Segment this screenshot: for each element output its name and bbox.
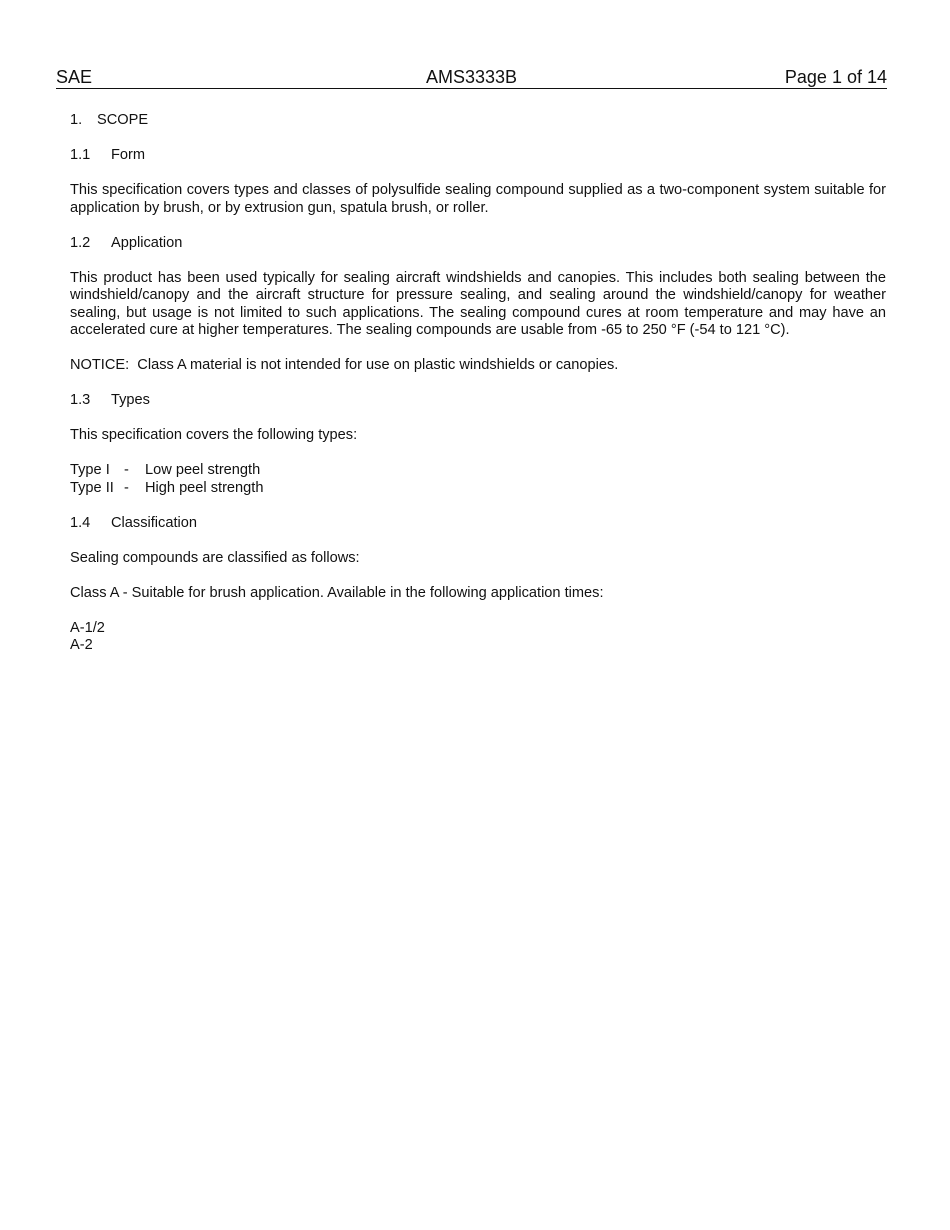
- section-heading-form: [70, 147, 886, 165]
- section-number: 1.: [70, 112, 83, 128]
- class-a-paragraph: Class A - Suitable for brush application. Available in the following application times:: [70, 584, 604, 601]
- section-heading-classification: [70, 515, 886, 533]
- section-number: 1.1: [70, 147, 91, 163]
- application-paragraph: This product has been used typically for sealing aircraft windshields and canopies. This includes both sealing between the windshield/canopy and the aircraft structure for pressure sealing, and sealing around the windshield/canopy for weather sealing, but usage is not limited to such applications. The sealing compound cures at room temperature and may have an accelerated cure at higher temperatures. The sealing compounds are usable from -65 to 250 °F (-54 to 121 °C).: [70, 269, 886, 338]
- type-description: High peel strength: [145, 479, 264, 496]
- section-title: Form: [111, 147, 146, 163]
- header-organization: SAE: [56, 67, 93, 87]
- type-dash: -: [124, 479, 129, 496]
- application-times-list: [70, 620, 886, 655]
- list-item: [70, 462, 886, 480]
- type-name: Type II: [70, 479, 114, 496]
- section-title: Application: [111, 234, 183, 251]
- section-title: Types: [111, 392, 150, 408]
- notice-paragraph: NOTICE: Class A material is not intended for use on plastic windshields or canopies.: [70, 357, 619, 373]
- section-title: SCOPE: [97, 112, 149, 128]
- classification-intro: Sealing compounds are classified as follows:: [70, 549, 360, 566]
- type-name: Type I: [70, 462, 110, 478]
- form-paragraph: This specification covers types and classes of polysulfide sealing compound supplied as a two-component system suitable for application by brush, or by extrusion gun, spatula brush, or roller.: [70, 182, 886, 216]
- section-heading-application: [70, 235, 886, 253]
- section-number: 1.4: [70, 514, 91, 531]
- header-page-number: Page 1 of 14: [784, 67, 887, 87]
- list-item: A-2: [70, 637, 93, 653]
- type-dash: -: [124, 462, 129, 478]
- list-item: A-1/2: [70, 619, 105, 636]
- list-item: [70, 480, 886, 498]
- header-document-id: AMS3333B: [425, 67, 518, 87]
- types-list: [70, 462, 886, 497]
- section-number: 1.3: [70, 392, 91, 408]
- section-title: Classification: [111, 514, 197, 531]
- types-intro: This specification covers the following types:: [70, 427, 358, 443]
- section-number: 1.2: [70, 234, 91, 251]
- section-heading-scope: [70, 112, 886, 130]
- section-heading-types: [70, 392, 886, 410]
- document-body: [70, 112, 886, 655]
- page-header: [56, 66, 887, 89]
- type-description: Low peel strength: [145, 462, 261, 478]
